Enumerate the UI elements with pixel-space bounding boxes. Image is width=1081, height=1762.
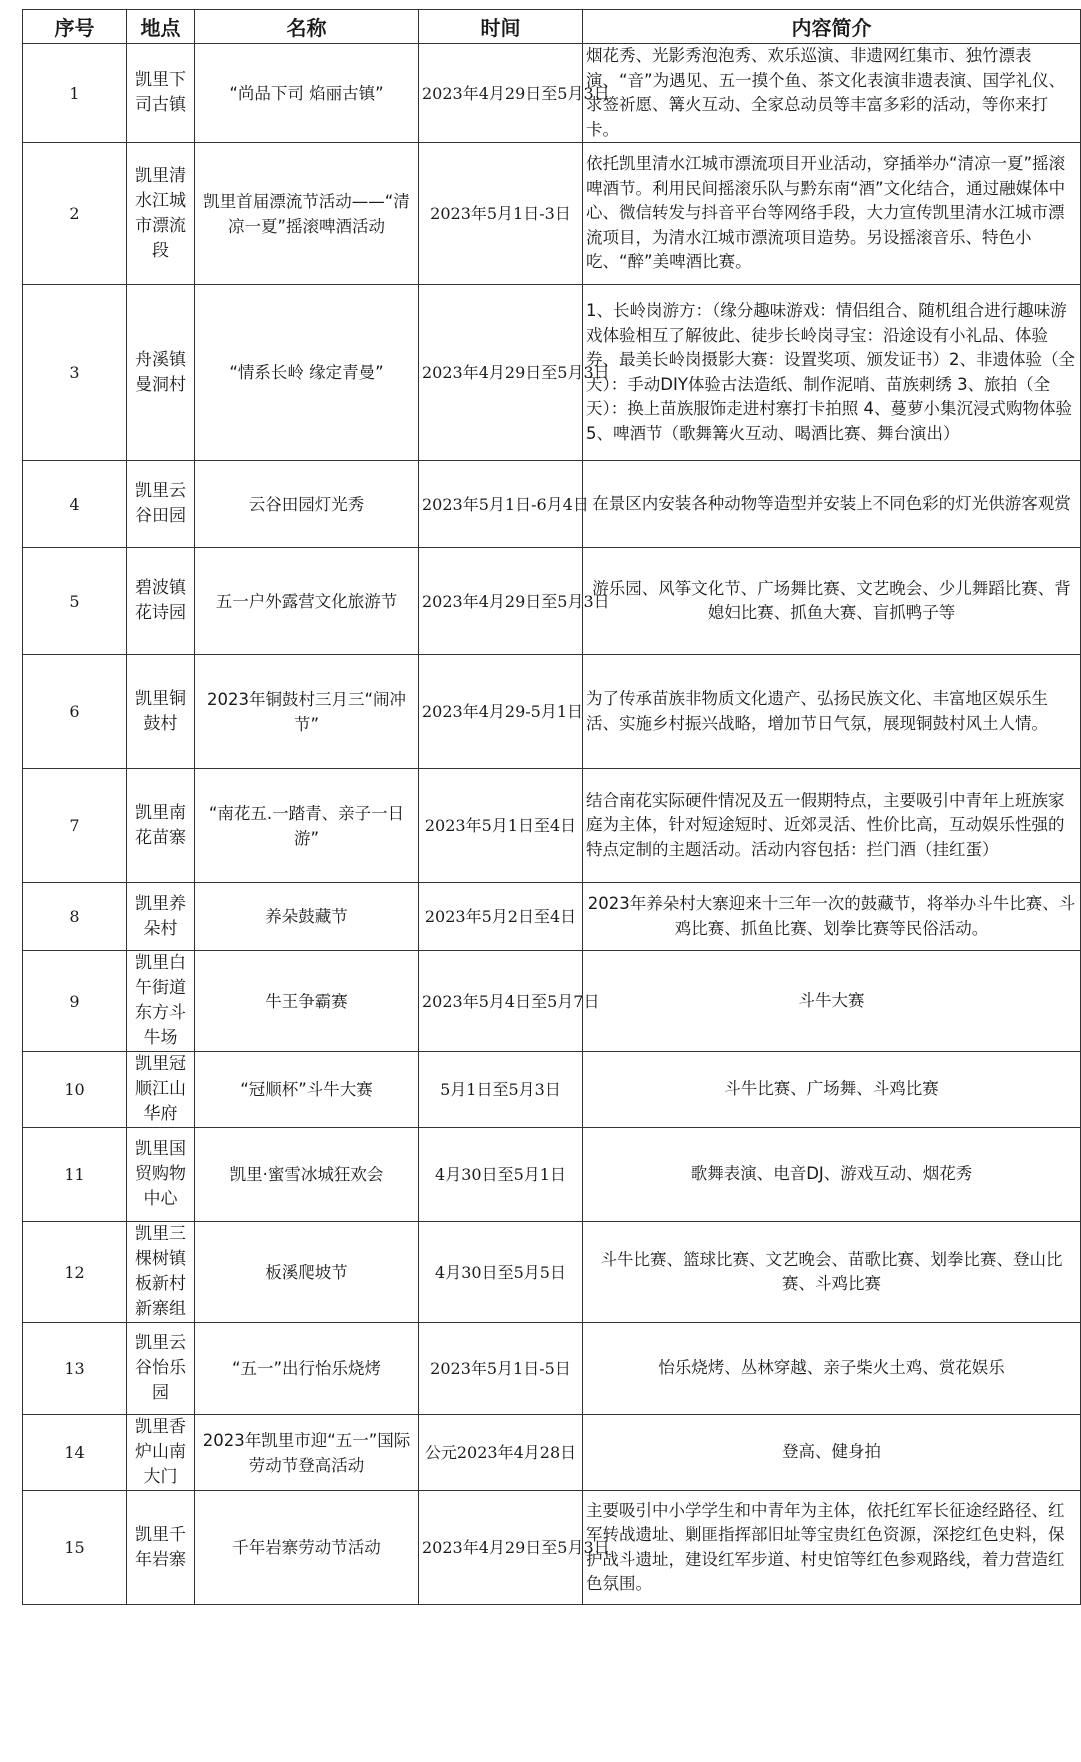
table-row <box>23 1222 1081 1323</box>
row-name: “情系长岭 缘定青曼” <box>195 285 419 461</box>
row-time: 2023年4月29日至5月3日 <box>419 1491 583 1605</box>
row-number: 5 <box>23 548 127 655</box>
row-name: 云谷田园灯光秀 <box>195 461 419 548</box>
row-location: 碧波镇花诗园 <box>127 548 195 655</box>
table-row <box>23 1491 1081 1605</box>
row-description: 斗牛大赛 <box>583 951 1081 1052</box>
table-row <box>23 951 1081 1052</box>
row-description: 1、长岭岗游方：（缘分趣味游戏：情侣组合、随机组合进行趣味游戏体验相互了解彼此、徒步长岭岗寻宝：沿途设有小礼品、体验券、最美长岭岗摄影大赛：设置奖项、颁发证书）2、非遗体验（全天）：手动DIY体验古法造纸、制作泥哨、苗族刺绣 3、旅拍（全天）：换上苗族服饰走进村寨打卡拍照 4、蔓萝小集沉浸式购物体验 5、啤酒节（歌舞篝火互动、喝酒比赛、舞台演出） <box>583 285 1081 461</box>
table-row <box>23 1128 1081 1222</box>
row-location: 凯里养朵村 <box>127 883 195 951</box>
row-number: 10 <box>23 1052 127 1128</box>
table-row <box>23 655 1081 769</box>
table-row <box>23 1415 1081 1491</box>
row-time: 2023年4月29日至5月3日 <box>419 44 583 143</box>
row-number: 8 <box>23 883 127 951</box>
row-location: 凯里云谷怡乐园 <box>127 1323 195 1415</box>
row-name: 2023年凯里市迎“五一”国际劳动节登高活动 <box>195 1415 419 1491</box>
row-time: 2023年5月1日-3日 <box>419 143 583 285</box>
row-name: 五一户外露营文化旅游节 <box>195 548 419 655</box>
row-name: 千年岩寨劳动节活动 <box>195 1491 419 1605</box>
row-description: 登高、健身拍 <box>583 1415 1081 1491</box>
row-time: 公元2023年4月28日 <box>419 1415 583 1491</box>
row-name: 2023年铜鼓村三月三“闹冲节” <box>195 655 419 769</box>
row-location: 凯里下司古镇 <box>127 44 195 143</box>
row-time: 2023年5月4日至5月7日 <box>419 951 583 1052</box>
row-description: 依托凯里清水江城市漂流项目开业活动，穿插举办“清凉一夏”摇滚啤酒节。利用民间摇滚乐队与黔东南“酒”文化结合，通过融媒体中心、微信转发与抖音平台等网络手段，大力宣传凯里清水江城市漂流项目，为清水江城市漂流项目造势。另设摇滚音乐、特色小吃、“醉”美啤酒比赛。 <box>583 143 1081 285</box>
row-number: 12 <box>23 1222 127 1323</box>
row-location: 凯里铜鼓村 <box>127 655 195 769</box>
row-location: 凯里香炉山南大门 <box>127 1415 195 1491</box>
row-number: 15 <box>23 1491 127 1605</box>
table-row <box>23 548 1081 655</box>
header-description: 内容简介 <box>583 10 1081 44</box>
row-number: 9 <box>23 951 127 1052</box>
row-name: “尚品下司 焰丽古镇” <box>195 44 419 143</box>
row-description: 歌舞表演、电音DJ、游戏互动、烟花秀 <box>583 1128 1081 1222</box>
header-row <box>23 10 1081 44</box>
row-location: 凯里冠顺江山华府 <box>127 1052 195 1128</box>
row-time: 4月30日至5月1日 <box>419 1128 583 1222</box>
row-number: 13 <box>23 1323 127 1415</box>
header-time: 时间 <box>419 10 583 44</box>
row-number: 11 <box>23 1128 127 1222</box>
row-name: 凯里首届漂流节活动——“清凉一夏”摇滚啤酒活动 <box>195 143 419 285</box>
row-number: 2 <box>23 143 127 285</box>
row-name: 板溪爬坡节 <box>195 1222 419 1323</box>
row-name: 养朵鼓藏节 <box>195 883 419 951</box>
header-name: 名称 <box>195 10 419 44</box>
row-description: 烟花秀、光影秀泡泡秀、欢乐巡演、非遗网红集市、独竹漂表演、“音”为遇见、五一摸个鱼、茶文化表演非遗表演、国学礼仪、求签祈愿、篝火互动、全家总动员等丰富多彩的活动，等你来打卡。 <box>583 44 1081 143</box>
row-name: 凯里·蜜雪冰城狂欢会 <box>195 1128 419 1222</box>
table-row <box>23 285 1081 461</box>
row-location: 凯里云谷田园 <box>127 461 195 548</box>
row-number: 4 <box>23 461 127 548</box>
row-description: 怡乐烧烤、丛林穿越、亲子柴火土鸡、赏花娱乐 <box>583 1323 1081 1415</box>
row-time: 2023年5月2日至4日 <box>419 883 583 951</box>
table-row <box>23 769 1081 883</box>
table-row <box>23 461 1081 548</box>
row-number: 1 <box>23 44 127 143</box>
row-time: 2023年4月29日至5月3日 <box>419 285 583 461</box>
row-location: 凯里清水江城市漂流段 <box>127 143 195 285</box>
row-description: 斗牛比赛、篮球比赛、文艺晚会、苗歌比赛、划拳比赛、登山比赛、斗鸡比赛 <box>583 1222 1081 1323</box>
row-number: 7 <box>23 769 127 883</box>
row-time: 4月30日至5月5日 <box>419 1222 583 1323</box>
row-description: 在景区内安装各种动物等造型并安装上不同色彩的灯光供游客观赏 <box>583 461 1081 548</box>
row-number: 3 <box>23 285 127 461</box>
row-time: 2023年5月1日至4日 <box>419 769 583 883</box>
row-description: 斗牛比赛、广场舞、斗鸡比赛 <box>583 1052 1081 1128</box>
row-description: 主要吸引中小学学生和中青年为主体，依托红军长征途经路径、红军转战遗址、剿匪指挥部旧址等宝贵红色资源，深挖红色史料，保护战斗遗址，建设红军步道、村史馆等红色参观路线，着力营造红色氛围。 <box>583 1491 1081 1605</box>
table-row <box>23 883 1081 951</box>
row-location: 凯里千年岩寨 <box>127 1491 195 1605</box>
row-number: 6 <box>23 655 127 769</box>
header-location: 地点 <box>127 10 195 44</box>
row-location: 凯里南花苗寨 <box>127 769 195 883</box>
row-description: 结合南花实际硬件情况及五一假期特点，主要吸引中青年上班族家庭为主体，针对短途短时、近郊灵活、性价比高，互动娱乐性强的特点定制的主题活动。活动内容包括：拦门酒（挂红蛋） <box>583 769 1081 883</box>
row-number: 14 <box>23 1415 127 1491</box>
row-location: 舟溪镇曼洞村 <box>127 285 195 461</box>
row-time: 5月1日至5月3日 <box>419 1052 583 1128</box>
row-description: 为了传承苗族非物质文化遗产、弘扬民族文化、丰富地区娱乐生活、实施乡村振兴战略，增加节日气氛，展现铜鼓村风土人情。 <box>583 655 1081 769</box>
header-number: 序号 <box>23 10 127 44</box>
row-name: “冠顺杯”斗牛大赛 <box>195 1052 419 1128</box>
row-description: 游乐园、风筝文化节、广场舞比赛、文艺晚会、少儿舞蹈比赛、背媳妇比赛、抓鱼大赛、盲抓鸭子等 <box>583 548 1081 655</box>
row-time: 2023年5月1日-6月4日 <box>419 461 583 548</box>
row-location: 凯里三棵树镇板新村新寨组 <box>127 1222 195 1323</box>
table-row <box>23 1052 1081 1128</box>
activity-table <box>22 9 1081 1605</box>
row-name: “南花五.一踏青、亲子一日游” <box>195 769 419 883</box>
row-location: 凯里国贸购物中心 <box>127 1128 195 1222</box>
row-time: 2023年5月1日-5日 <box>419 1323 583 1415</box>
row-time: 2023年4月29-5月1日 <box>419 655 583 769</box>
row-name: “五一”出行怡乐烧烤 <box>195 1323 419 1415</box>
row-name: 牛王争霸赛 <box>195 951 419 1052</box>
row-location: 凯里白午街道东方斗牛场 <box>127 951 195 1052</box>
row-time: 2023年4月29日至5月3日 <box>419 548 583 655</box>
row-description: 2023年养朵村大寨迎来十三年一次的鼓藏节，将举办斗牛比赛、斗鸡比赛、抓鱼比赛、划拳比赛等民俗活动。 <box>583 883 1081 951</box>
table-row <box>23 44 1081 143</box>
table-row <box>23 143 1081 285</box>
table-row <box>23 1323 1081 1415</box>
